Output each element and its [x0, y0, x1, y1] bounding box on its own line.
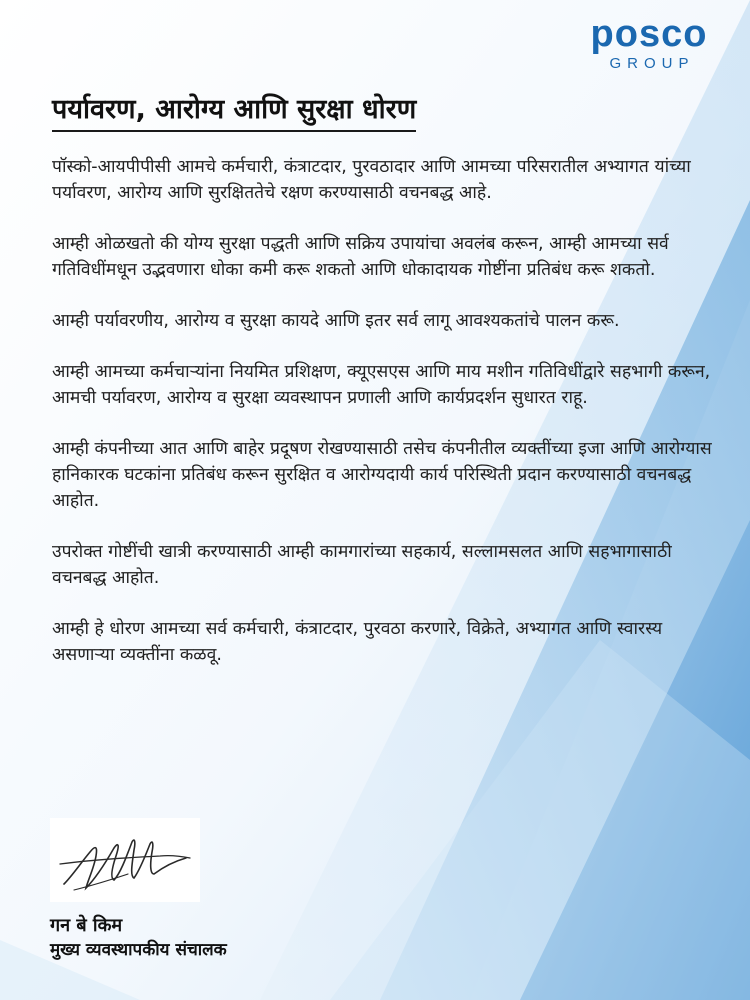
posco-logo [584, 14, 714, 72]
signature-block [50, 818, 227, 962]
policy-paragraph: पॉस्को-आयपीपीसी आमचे कर्मचारी, कंत्राटदार, पुरवठादार आणि आमच्या परिसरातील अभ्यागत यांच्या पर्यावरण, आरोग्य आणि सुरक्षिततेचे रक्षण करण्यासाठी वचनबद्ध आहे. [52, 157, 691, 203]
policy-paragraph: आम्ही ओळखतो की योग्य सुरक्षा पद्धती आणि सक्रिय उपायांचा अवलंब करून, आम्ही आमच्या सर्व गतिविधींमधून उद्भवणारा धोका कमी करू शकतो आणि धोकादायक गोष्टींना प्रतिबंध करू शकतो. [52, 234, 669, 280]
policy-paragraph: आम्ही आमच्या कर्मचाऱ्यांना नियमित प्रशिक्षण, क्यूएसएस आणि माय मशीन गतिविधींद्वारे सहभागी करून, आमची पर्यावरण, आरोग्य व सुरक्षा व्यवस्थापन प्रणाली आणि कार्यप्रदर्शन सुधारत राहू. [52, 362, 711, 408]
logo-wordmark: posco [590, 13, 708, 55]
policy-title: पर्यावरण, आरोग्य आणि सुरक्षा धोरण [52, 92, 416, 132]
policy-paragraph: आम्ही पर्यावरणीय, आरोग्य व सुरक्षा कायदे आणि इतर सर्व लागू आवश्यकतांचे पालन करू. [52, 311, 620, 331]
policy-body [52, 92, 722, 693]
logo-subtitle: GROUP [609, 55, 695, 72]
policy-paragraph: उपरोक्त गोष्टींची खात्री करण्यासाठी आम्ही कामगारांच्या सहकार्य, सल्लामसलत आणि सहभागासाठी वचनबद्ध आहोत. [52, 542, 672, 588]
signatory-title: मुख्य व्यवस्थापकीय संचालक [50, 940, 227, 960]
signatory-name: गन बे किम [50, 915, 123, 936]
policy-paragraph: आम्ही कंपनीच्या आत आणि बाहेर प्रदूषण रोखण्यासाठी तसेच कंपनीतील व्यक्तींच्या इजा आणि आरोग्यास हानिकारक घटकांना प्रतिबंध करून सुरक्षित व आरोग्यदायी कार्य परिस्थिती प्रदान करण्यासाठी वचनबद्ध आहोत. [52, 439, 712, 511]
policy-paragraph: आम्ही हे धोरण आमच्या सर्व कर्मचारी, कंत्राटदार, पुरवठा करणारे, विक्रेते, अभ्यागत आणि स्वारस्य असणाऱ्या व्यक्तींना कळवू. [52, 619, 663, 665]
handwritten-signature [50, 818, 200, 902]
